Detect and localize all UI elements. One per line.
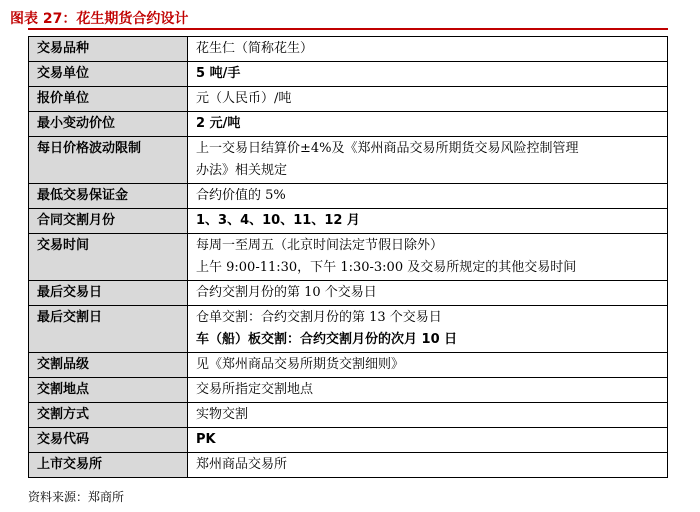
row-value — [188, 453, 668, 478]
row-label: 交易代码 — [29, 428, 188, 453]
row-value — [188, 353, 668, 378]
row-value — [188, 87, 668, 112]
value-line: PK — [196, 432, 216, 447]
contract-spec-table — [28, 36, 668, 478]
row-label: 交易单位 — [29, 62, 188, 87]
row-label: 合同交割月份 — [29, 209, 188, 234]
value-line: 上一交易日结算价±4%及《郑州商品交易所期货交易风险控制管理 — [196, 141, 579, 156]
row-value — [188, 184, 668, 209]
value-line: 2 元/吨 — [196, 116, 241, 131]
value-line: 上午 9:00-11:30，下午 1:30-3:00 及交易所规定的其他交易时间 — [196, 260, 577, 275]
value-line: 元（人民币）/吨 — [196, 91, 292, 106]
row-label: 交割品级 — [29, 353, 188, 378]
value-line: 合约价值的 5% — [196, 188, 286, 203]
row-label: 最低交易保证金 — [29, 184, 188, 209]
table-row — [29, 234, 668, 281]
table-row — [29, 306, 668, 353]
row-value — [188, 378, 668, 403]
row-label: 交易品种 — [29, 37, 188, 62]
row-label: 最后交割日 — [29, 306, 188, 353]
row-value — [188, 209, 668, 234]
row-label: 上市交易所 — [29, 453, 188, 478]
table-row — [29, 37, 668, 62]
value-line: 5 吨/手 — [196, 66, 241, 81]
title-underline — [28, 28, 668, 30]
row-value — [188, 62, 668, 87]
row-value — [188, 403, 668, 428]
table-row — [29, 428, 668, 453]
table-row — [29, 87, 668, 112]
value-line: 办法》相关规定 — [196, 163, 288, 178]
row-label: 最小变动价位 — [29, 112, 188, 137]
row-label: 交割方式 — [29, 403, 188, 428]
row-value — [188, 112, 668, 137]
table-row — [29, 281, 668, 306]
row-value — [188, 428, 668, 453]
table-row — [29, 353, 668, 378]
value-line: 郑州商品交易所 — [196, 457, 288, 472]
value-line: 花生仁（简称花生） — [196, 41, 314, 56]
table-row — [29, 403, 668, 428]
value-line: 交易所指定交割地点 — [196, 382, 314, 397]
row-label: 交易时间 — [29, 234, 188, 281]
row-label: 交割地点 — [29, 378, 188, 403]
value-line: 实物交割 — [196, 407, 249, 422]
row-value — [188, 306, 668, 353]
table-row — [29, 378, 668, 403]
figure-title: 图表 27：花生期货合约设计 — [10, 11, 189, 27]
table-row — [29, 453, 668, 478]
table-row — [29, 137, 668, 184]
row-label: 每日价格波动限制 — [29, 137, 188, 184]
value-line: 见《郑州商品交易所期货交割细则》 — [196, 357, 405, 372]
source-note: 资料来源：郑商所 — [28, 490, 125, 504]
row-label: 最后交易日 — [29, 281, 188, 306]
row-label: 报价单位 — [29, 87, 188, 112]
row-value — [188, 137, 668, 184]
value-line: 1、3、4、10、11、12 月 — [196, 213, 360, 228]
value-line: 车（船）板交割：合约交割月份的次月 10 日 — [196, 332, 458, 347]
value-line: 合约交割月份的第 10 个交易日 — [196, 285, 377, 300]
value-line: 每周一至周五（北京时间法定节假日除外） — [196, 238, 444, 253]
row-value — [188, 234, 668, 281]
table-row — [29, 209, 668, 234]
row-value — [188, 37, 668, 62]
table-row — [29, 184, 668, 209]
row-value — [188, 281, 668, 306]
table-row — [29, 62, 668, 87]
table-row — [29, 112, 668, 137]
value-line: 仓单交割：合约交割月份的第 13 个交易日 — [196, 310, 442, 325]
